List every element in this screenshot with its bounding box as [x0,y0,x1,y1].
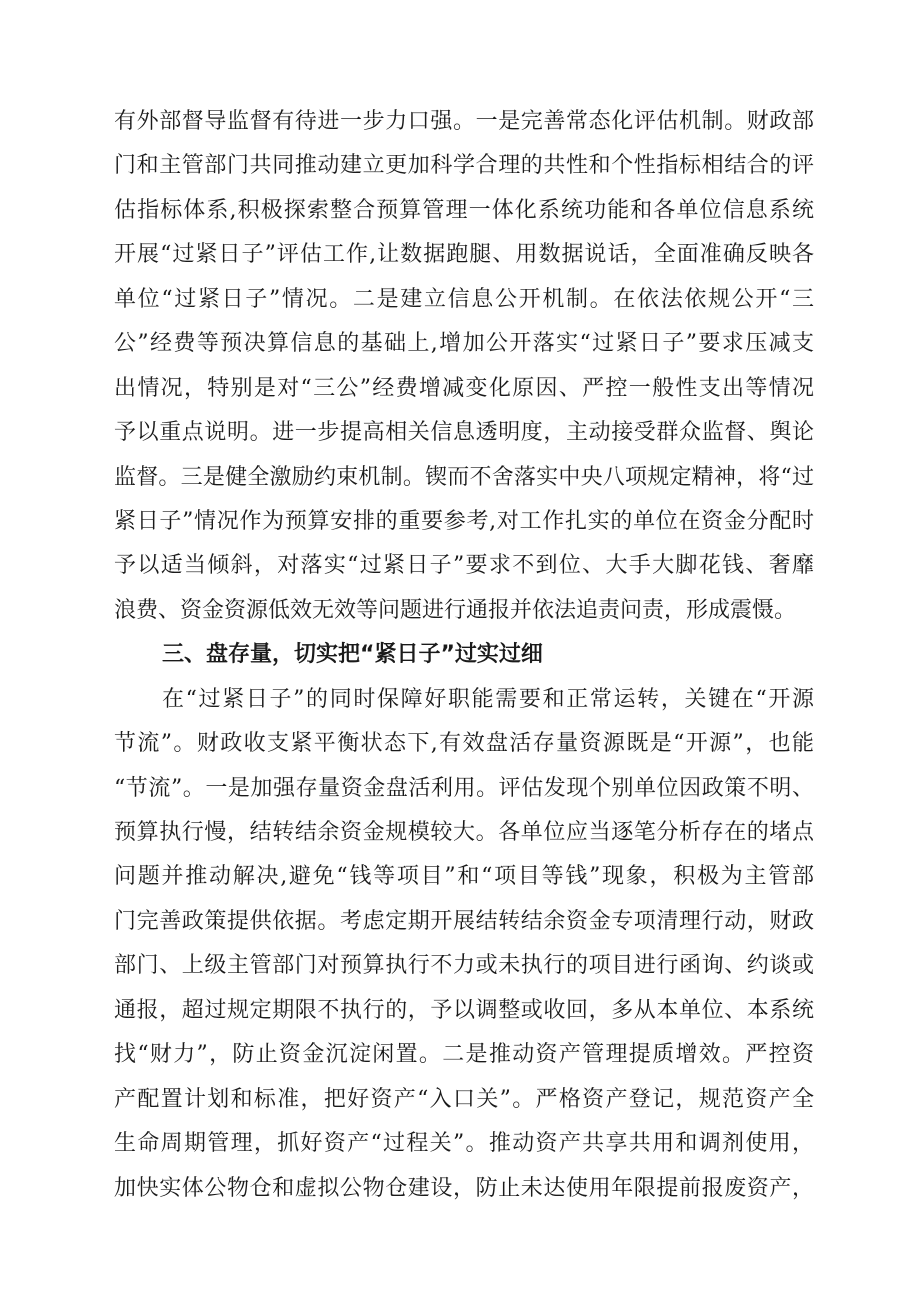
text-line: 部门、上级主管部门对预算执行不力或未执行的项目进行函询、约谈或 [114,953,814,979]
paragraph-last-line: 浪费、资金资源低效无效等问题进行通报并依法追责问责，形成震慑。 [114,597,797,623]
text-line: 预算执行慢，结转结余资金规模较大。各单位应当逐笔分析存在的堵点 [114,820,814,845]
text-line: 通报，超过规定期限不执行的，予以调整或收回，多从本单位、本系统 [114,997,814,1023]
text-line: 加快实体公物仓和虚拟公物仓建设，防止未达使用年限提前报废资产， [114,1175,814,1201]
document-body [114,100,814,1211]
paragraph-first-line: 在“过紧日子”的同时保障好职能需要和正常运转，关键在“开源 [162,686,814,712]
text-line: 门和主管部门共同推动建立更加科学合理的共性和个性指标相结合的评 [114,153,814,179]
section-heading: 三、盘存量，切实把“紧日子”过实过细 [162,642,543,668]
text-line: 门完善政策提供依据。考虑定期开展结转结余资金专项清理行动，财政 [114,908,814,934]
text-line: 生命周期管理，抓好资产“过程关”。推动资产共享共用和调剂使用， [114,1131,814,1157]
text-line: 公”经费等预决算信息的基础上,增加公开落实“过紧日子”要求压减支 [114,331,814,357]
text-line: 产配置计划和标准，把好资产“入口关”。严格资产登记，规范资产全 [114,1086,814,1112]
text-line: 紧日子”情况作为预算安排的重要参考,对工作扎实的单位在资金分配时 [114,508,814,534]
text-line: 单位“过紧日子”情况。二是建立信息公开机制。在依法依规公开“三 [114,286,814,312]
text-line: 估指标体系,积极探索整合预算管理一体化系统功能和各单位信息系统 [114,197,814,223]
text-line: 有外部督导监督有待进一步力口强。一是完善常态化评估机制。财政部 [114,109,814,134]
text-line: 监督。三是健全激励约束机制。锲而不舍落实中央八项规定精神，将“过 [114,464,814,490]
text-line: 开展“过紧日子”评估工作,让数据跑腿、用数据说话，全面准确反映各 [114,242,814,268]
text-line: 节流”。财政收支紧平衡状态下,有效盘活存量资源既是“开源”，也能 [114,731,814,757]
text-line: “节流”。一是加强存量资金盘活利用。评估发现个别单位因政策不明、 [114,775,814,801]
text-line: 找“财力”，防止资金沉淀闲置。二是推动资产管理提质增效。严控资 [114,1042,814,1068]
text-line: 予以重点说明。进一步提高相关信息透明度，主动接受群众监督、舆论 [114,420,814,446]
text-line: 问题并推动解决,避免“钱等项目”和“项目等钱”现象，积极为主管部 [114,864,814,890]
text-line: 予以适当倾斜，对落实“过紧日子”要求不到位、大手大脚花钱、奢靡 [114,553,814,579]
text-line: 出情况，特别是对“三公”经费增减变化原因、严控一般性支出等情况 [114,375,814,401]
